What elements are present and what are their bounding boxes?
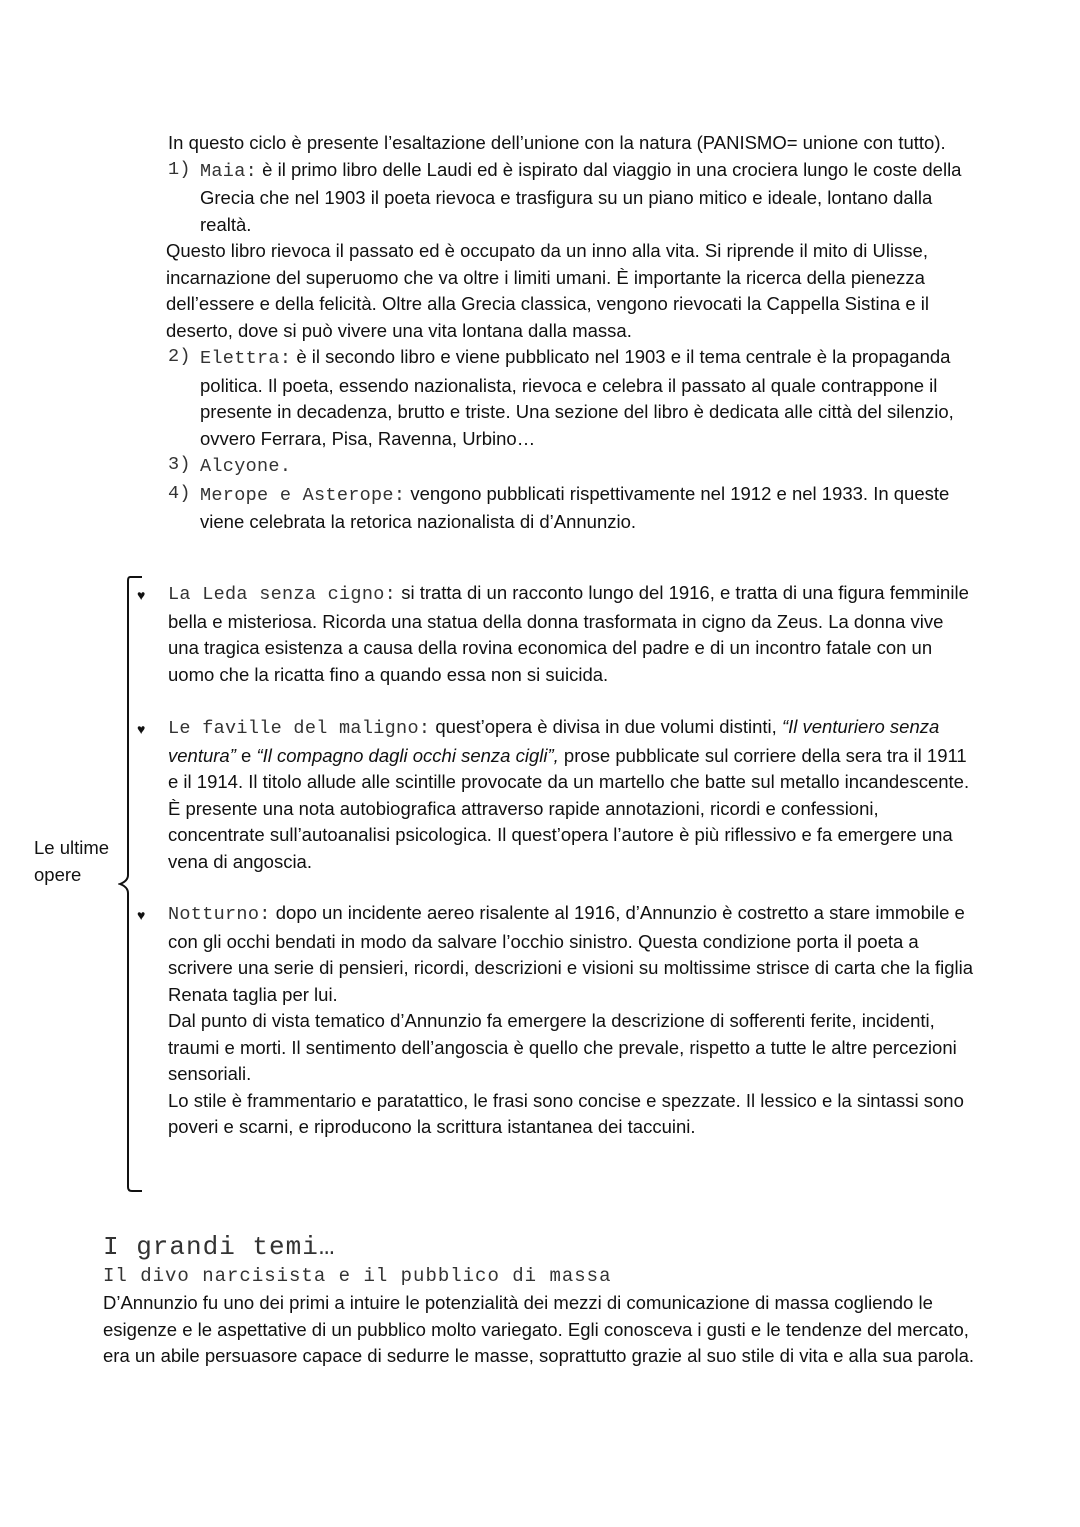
work-title-leda: La Leda senza cigno: — [168, 584, 397, 605]
work-title-maia: Maia: — [200, 160, 258, 182]
list-item-merope — [168, 481, 968, 536]
work-text-maia: è il primo libro delle Laudi ed è ispirato dal viaggio in una crociera lungo le coste della Grecia che nel 1903 il poeta rievoca e trasfigura su un piano mitico e ideale, lontano dalla realtà. — [200, 158, 962, 235]
work-text-notturno: dopo un incidente aereo risalente al 1916, d’Annunzio è costretto a stare immobile e con gli occhi bendati in modo da salvare l’occhio sinistro. Questa condizione porta il poeta a scrivere una serie di pensieri, ricordi, descrizioni e visioni su moltissime strisce di carta che la figlia Renata taglia per lui. — [168, 902, 974, 1005]
list-number: 1) — [168, 158, 191, 180]
list-number: 2) — [168, 346, 191, 367]
heart-bullet-icon: ♥ — [137, 907, 146, 923]
work-text-faville-b: e — [235, 744, 257, 766]
list-item-maia — [168, 157, 968, 239]
work-title-notturno: Notturno: — [168, 904, 271, 925]
work-text-merope: vengono pubblicati rispettivamente nel 1912 e nel 1933. In queste viene celebrata la retorica nazionalista di d’Annunzio. — [200, 482, 950, 532]
laudi-list — [168, 157, 968, 239]
laudi-list-continued — [168, 344, 968, 536]
list-number: 4) — [168, 482, 191, 504]
work-text-faville-c: prose pubblicate sul corriere della sera tra il 1911 e il 1914. Il titolo allude alle scintille provocate da un martello che batte sul metallo incandescente. È presente una nota autobiografica attraverso rapide annotazioni, ricordi e confessioni, concentrate sull’autoanalisi psicologica. Il quest’opera l’autore è più riflessivo e fa emergere una vena di angoscia. — [168, 744, 970, 872]
heart-bullet-icon: ♥ — [137, 721, 146, 737]
work-title-elettra: Elettra: — [200, 348, 292, 369]
intro-block — [168, 130, 968, 536]
work-notturno — [168, 900, 978, 1141]
list-number: 3) — [168, 454, 191, 475]
notturno-paragraph-1 — [168, 900, 978, 1008]
intro-paragraph: In questo ciclo è presente l’esaltazione dell’unione con la natura (PANISMO= unione con tutto). — [168, 132, 946, 153]
work-leda — [168, 580, 978, 688]
work-text-faville-a: quest’opera è divisa in due volumi distinti, — [435, 716, 782, 737]
work-title-faville: Le faville del maligno: — [168, 718, 431, 739]
notturno-paragraph-3: Lo stile è frammentario e paratattico, le frasi sono concise e spezzate. Il lessico e la sintassi sono poveri e scarni, e riproducono la scrittura istantanea dei taccuini. — [168, 1089, 964, 1137]
work-text-elettra: è il secondo libro e viene pubblicato nel 1903 e il tema centrale è la propaganda politica. Il poeta, essendo nazionalista, rievoca e celebra il passato al quale contrappone il presente in decadenza, brutto e triste. Una sezione del libro è dedicata alle città del silenzio, ovvero Ferrara, Pisa, Ravenna, Urbino… — [200, 346, 954, 449]
section-paragraph: D’Annunzio fu uno dei primi a intuire le potenzialità dei mezzi di comunicazione di massa cogliendo le esigenze e le aspettative di un pubblico molto variegato. Egli conosceva i gusti e le tendenze del mercato, era un abile persuasore capace di sedurre le masse, soprattutto grazie al suo stile di vita e alla sua parola. — [103, 1292, 975, 1366]
notturno-paragraph-2: Dal punto di vista tematico d’Annunzio fa emergere la descrizione di sofferenti ferite, incidenti, traumi e morti. Il sentimento dell’angoscia è quello che prevale, rispetto a tutte le altre percezioni sensoriali. — [168, 1010, 957, 1084]
list-item-elettra — [168, 344, 968, 452]
italic-title-compagno: “Il compagno dagli occhi senza cigli”, — [256, 744, 559, 766]
work-title-alcyone: Alcyone. — [200, 456, 292, 477]
side-label: Le ultime opere — [34, 837, 110, 885]
list-item-alcyone — [168, 452, 968, 481]
italic-title-venturiero: “Il venturiero senza ventura” — [168, 716, 940, 766]
heart-bullet-icon: ♥ — [137, 587, 146, 603]
work-text-leda: si tratta di un racconto lungo del 1916, e tratta di una figura femminile bella e misteriosa. Ricorda una statua della donna trasformata in cigno da Zeus. La donna vive una tragica esistenza a causa della rovina economica del padre e di un incontro fatale con un uomo che la ricatta fino a quando essa non si suicida. — [168, 582, 969, 685]
work-title-merope: Merope e Asterope: — [200, 484, 406, 506]
work-faville — [168, 714, 978, 875]
section-subtitle: Il divo narcisista e il pubblico di massa — [103, 1265, 612, 1287]
section-title: I grandi temi… — [103, 1232, 336, 1262]
maia-paragraph: Questo libro rievoca il passato ed è occupato da un inno alla vita. Si riprende il mito di Ulisse, incarnazione del superuomo che va oltre i limiti umani. È importante la ricerca della pienezza dell’essere e della felicità. Oltre alla Grecia classica, vengono rievocati la Cappella Sistina e il deserto, dove si può vivere una vita lontana dalla massa. — [166, 240, 929, 341]
